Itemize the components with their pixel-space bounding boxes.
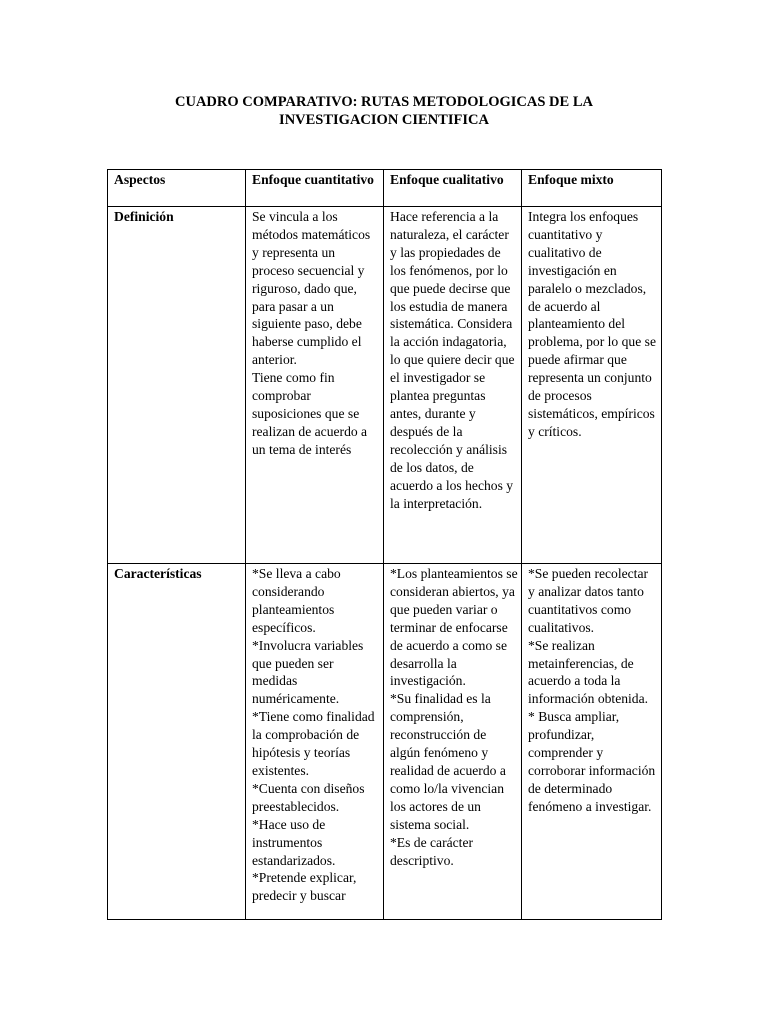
document-title-line-2: INVESTIGACION CIENTIFICA xyxy=(279,112,489,128)
cell-caracteristicas-cuantitativo xyxy=(246,564,384,920)
header-enfoque-cualitativo: Enfoque cualitativo xyxy=(384,170,522,207)
row-label-caracteristicas: Características xyxy=(108,564,246,920)
header-enfoque-mixto: Enfoque mixto xyxy=(522,170,662,207)
row-label-definicion: Definición xyxy=(108,207,246,564)
cell-caracteristicas-cualitativo xyxy=(384,564,522,920)
table-row-definicion xyxy=(108,207,662,564)
cell-text: *Se pueden recolectar y analizar datos tanto cuantitativos como cualitativos. *Se realizan metainferencias, de acuerdo a toda la información obtenida. * Busca ampliar, profundizar, comprender y corroborar información de determinado fenómeno a investigar. xyxy=(528,566,656,814)
cell-definicion-cuantitativo xyxy=(246,207,384,564)
cell-text: Integra los enfoques cuantitativo y cualitativo de investigación en paralelo o mezclados, de acuerdo al planteamiento del problema, por lo que se puede afirmar que representa un conjunto de procesos sistemáticos, empíricos y críticos. xyxy=(528,209,656,439)
header-enfoque-cuantitativo: Enfoque cuantitativo xyxy=(246,170,384,207)
cell-text: Se vincula a los métodos matemáticos y representa un proceso secuencial y riguroso, dado que, para pasar a un siguiente paso, debe haberse cumplido el anterior. Tiene como fin comprobar suposiciones que se realizan de acuerdo a un tema de interés xyxy=(252,209,371,457)
document-title xyxy=(0,93,768,129)
table-row-caracteristicas xyxy=(108,564,662,920)
table-header-row xyxy=(108,170,662,207)
header-aspectos: Aspectos xyxy=(108,170,246,207)
cell-definicion-mixto xyxy=(522,207,662,564)
document-title-line-1: CUADRO COMPARATIVO: RUTAS METODOLOGICAS DE LA xyxy=(175,94,593,110)
comparison-table xyxy=(107,169,662,920)
cell-caracteristicas-mixto xyxy=(522,564,662,920)
cell-text: *Los planteamientos se consideran abiertos, ya que pueden variar o terminar de enfocarse de acuerdo a como se desarrolla la investigación. *Su finalidad es la comprensión, reconstrucción de algún fenómeno y realidad de acuerdo a como lo/la vivencian los actores de un sistema social. *Es de carácter descriptivo. xyxy=(390,566,518,868)
cell-text: *Se lleva a cabo considerando planteamientos específicos. *Involucra variables que pueden ser medidas numéricamente. *Tiene como finalidad la comprobación de hipótesis y teorías existentes. *Cuenta con diseños preestablecidos. *Hace uso de instrumentos estandarizados. *Pretende explicar, predecir y buscar xyxy=(252,566,375,904)
cell-text: Hace referencia a la naturaleza, el carácter y las propiedades de los fenómenos, por lo que puede decirse que los estudia de manera sistemática. Considera la acción indagatoria, lo que quiere decir que el investigador se plantea preguntas antes, durante y después de la recolección y análisis de los datos, de acuerdo a los hechos y la interpretación. xyxy=(390,209,515,511)
cell-definicion-cualitativo xyxy=(384,207,522,564)
